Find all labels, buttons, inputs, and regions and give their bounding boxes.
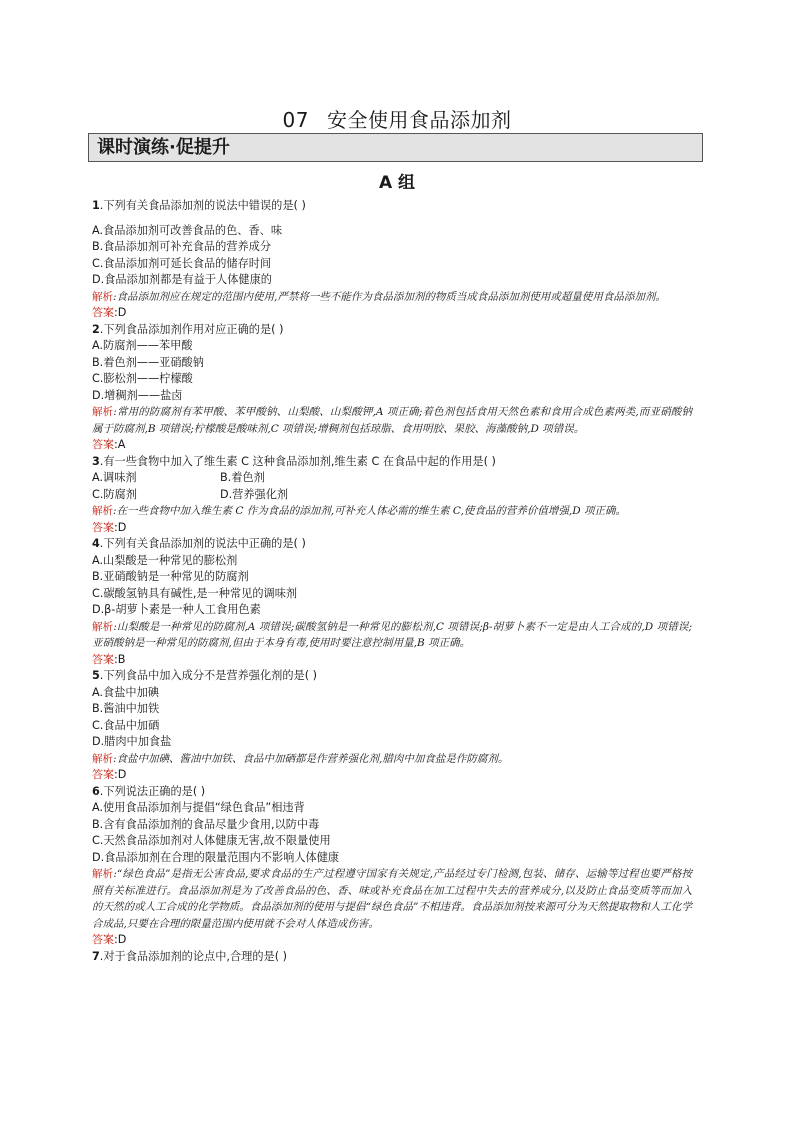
group-heading: A 组 [378, 173, 416, 193]
question-stem: 2.下列食品添加剂作用对应正确的是( ) [92, 322, 284, 336]
answer: 答案:D [92, 306, 127, 319]
question-stem: 3.有一些食物中加入了维生素 C 这种食品添加剂,维生素 C 在食品中起的作用是( ) [92, 454, 496, 468]
option: B.着色剂 [220, 471, 265, 484]
option: D.食品添加剂都是有益于人体健康的 [92, 273, 272, 286]
question-stem: 5.下列食品中加入成分不是营养强化剂的是( ) [92, 669, 318, 682]
option: B.含有食品添加剂的食品尽量少食用,以防中毒 [92, 817, 320, 831]
question-stem: 4.下列有关食品添加剂的说法中正确的是( ) [92, 537, 306, 550]
option: C.食品中加硒 [92, 718, 160, 732]
option-row [92, 487, 692, 504]
option: D.β-胡萝卜素是一种人工食用色素 [92, 603, 261, 616]
option: D.营养强化剂 [220, 487, 289, 501]
section-banner: 课时演练·促提升 [88, 133, 703, 162]
option: A.调味剂 [92, 471, 137, 484]
explanation: 解析:在一些食物中加入维生素 C 作为食品的添加剂,可补充人体必需的维生素 C,使食品的营养价值增强,D 项正确。 [92, 505, 627, 517]
page-title [0, 104, 794, 133]
option: A.食品添加剂可改善食品的色、香、味 [92, 223, 283, 237]
option: C.天然食品添加剂对人体健康无害,故不限量使用 [92, 834, 331, 847]
explanation: 解析:山梨酸是一种常见的防腐剂,A 项错误;碳酸氢钠是一种常见的膨松剂,C 项错误;β-胡萝卜素不一定是由人工合成的,D 项错误;亚硝酸钠是一种常见的防腐剂,但由于本身有毒,使用时要注意控制用量,B 项正确。 [92, 620, 693, 649]
option: D.食品添加剂在合理的限量范围内不影响人体健康 [92, 850, 340, 864]
question-stem: 1.下列有关食品添加剂的说法中错误的是( ) [92, 199, 306, 212]
option: A.山梨酸是一种常见的膨松剂 [92, 553, 238, 567]
lesson-title: 安全使用食品添加剂 [326, 108, 512, 132]
option: D.增稠剂——盐卤 [92, 388, 183, 402]
option: A.防腐剂——苯甲酸 [92, 339, 193, 352]
question-stem: 6.下列说法正确的是( ) [92, 784, 206, 798]
explanation: 解析:“绿色食品”是指无公害食品,要求食品的生产过程遵守国家有关规定,产品经过专门检测,包装、储存、运输等过程也要严格按照有关标准进行。食品添加剂是为了改善食品的色、香、味或补充食品在加工过程中失去的营养成分,以及防止食品变质等而加入的天然的或人工合成的化学物质。食品添加剂的使用与提倡“绿色食品”不相违背。食品添加剂按来源可分为天然提取物和人工化学合成品,只要在合理的限量范围内使用就不会对人体造成伤害。 [92, 868, 692, 930]
explanation: 解析:食品添加剂应在规定的范围内使用,严禁将一些不能作为食品添加剂的物质当成食品添加剂使用或超量使用食品添加剂。 [92, 290, 666, 303]
option: C.膨松剂——柠檬酸 [92, 372, 193, 385]
explanation: 解析:常用的防腐剂有苯甲酸、苯甲酸钠、山梨酸、山梨酸钾,A 项正确;着色剂包括食用天然色素和食用合成色素两类,而亚硝酸钠属于防腐剂,B 项错误;柠檬酸是酸味剂,C 项错误;增稠剂包括琼脂、食用明胶、果胶、海藻酸钠,D 项错误。 [92, 406, 693, 435]
answer: 答案:A [92, 438, 126, 451]
option: A.食盐中加碘 [92, 685, 159, 699]
option-row [92, 470, 692, 487]
option: B.着色剂——亚硝酸钠 [92, 355, 204, 369]
answer: 答案:D [92, 768, 127, 781]
question-list [92, 190, 692, 965]
question-stem: 7.对于食品添加剂的论点中,合理的是( ) [92, 949, 288, 963]
option: C.防腐剂 [92, 487, 137, 501]
option: B.酱油中加铁 [92, 702, 160, 715]
option: D.腊肉中加食盐 [92, 735, 172, 748]
answer: 答案:D [92, 520, 127, 534]
answer: 答案:B [92, 652, 126, 666]
option: B.食品添加剂可补充食品的营养成分 [92, 240, 272, 253]
option: C.食品添加剂可延长食品的储存时间 [92, 256, 272, 270]
explanation: 解析:食盐中加碘、酱油中加铁、食品中加硒都是作营养强化剂,腊肉中加食盐是作防腐剂。 [92, 752, 509, 765]
lesson-number: 07 [282, 108, 309, 132]
option: C.碳酸氢钠具有碱性,是一种常见的调味剂 [92, 586, 298, 600]
answer: 答案:D [92, 933, 127, 946]
option: B.亚硝酸钠是一种常见的防腐剂 [92, 570, 249, 583]
option: A.使用食品添加剂与提倡“绿色食品”相违背 [92, 801, 305, 814]
